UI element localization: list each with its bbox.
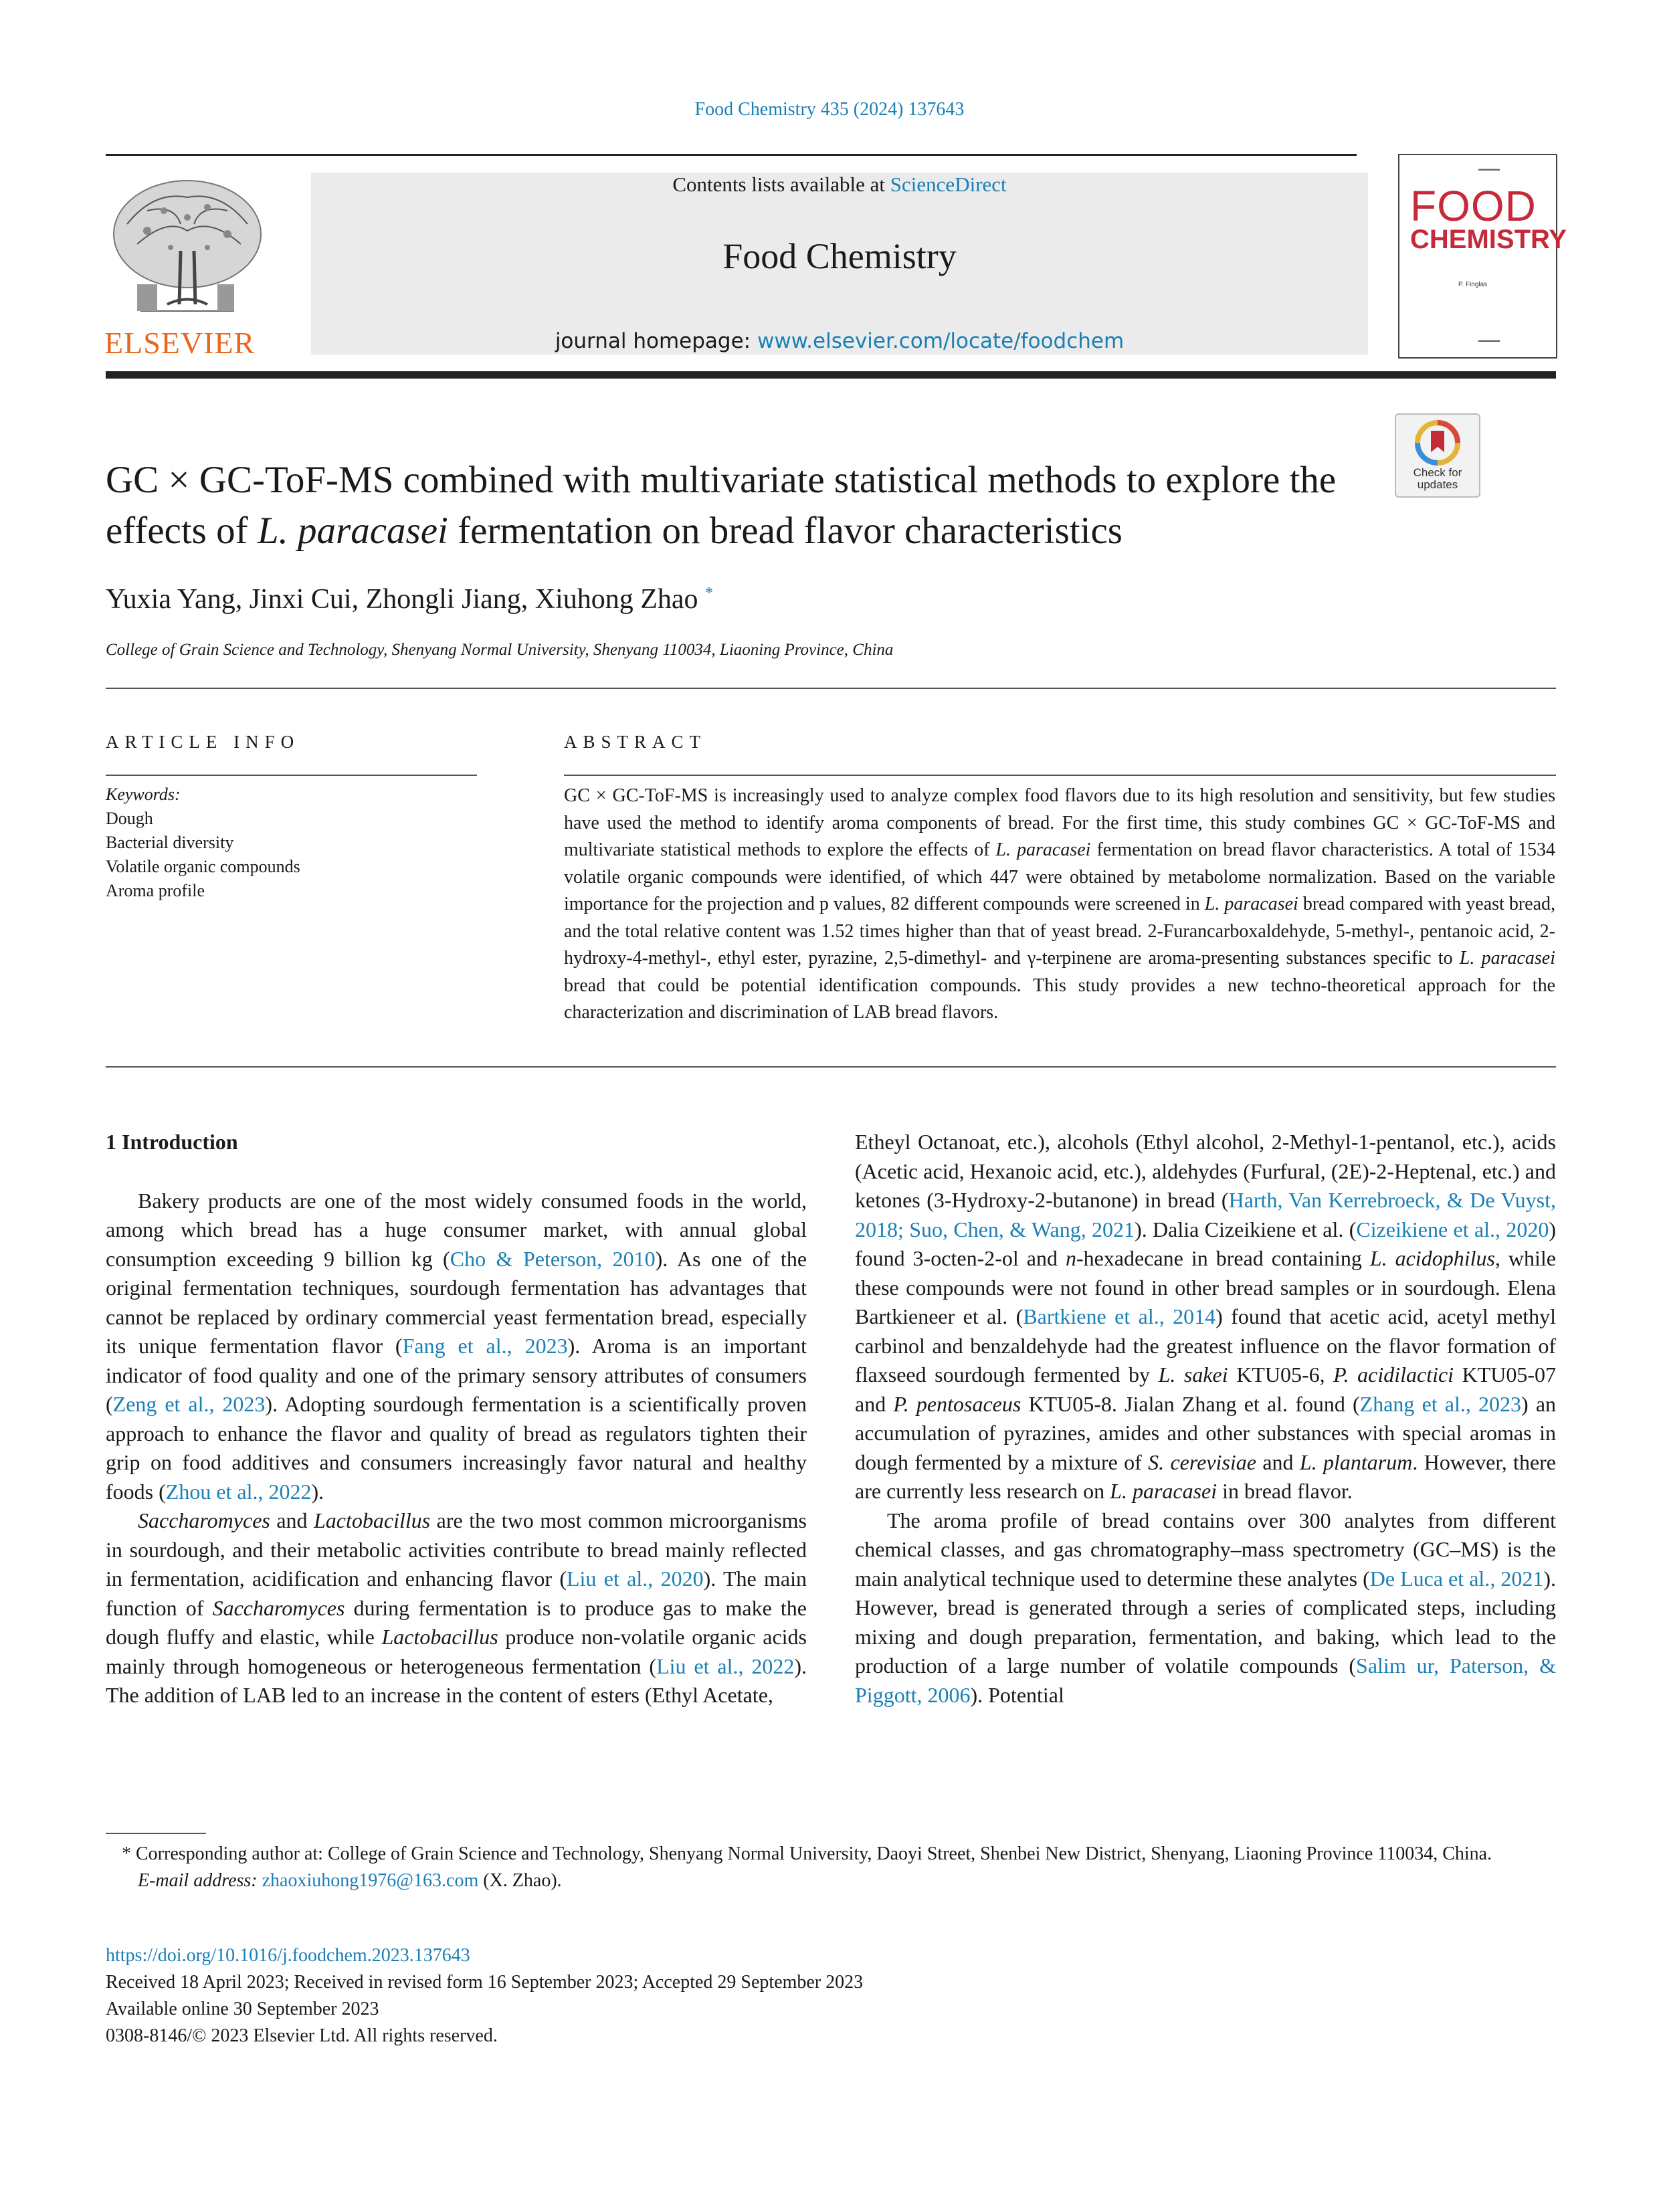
citation-link[interactable]: Fang et al., 2023	[402, 1334, 568, 1358]
keywords-label: Keywords:	[106, 785, 181, 804]
author-name[interactable]: Jinxi Cui	[249, 584, 352, 615]
citation-link[interactable]: Salim ur, Paterson, & Piggott, 2006	[855, 1653, 1557, 1707]
email-link[interactable]: zhaoxiuhong1976@163.com	[262, 1870, 479, 1891]
doi-link[interactable]: https://doi.org/10.1016/j.foodchem.2023.137643	[106, 1945, 470, 1966]
divider	[106, 775, 477, 776]
cover-footer-text: ▬▬▬▬	[1478, 337, 1500, 343]
divider	[564, 775, 1556, 776]
cover-issn-text: ▬▬▬▬	[1478, 166, 1500, 172]
citation-link[interactable]: Cizeikiene et al., 2020	[1356, 1217, 1549, 1241]
email-suffix: (X. Zhao).	[483, 1870, 562, 1891]
section-heading: 1 Introduction	[106, 1130, 238, 1154]
citation-link[interactable]: Zeng et al., 2023	[112, 1392, 266, 1416]
paragraph: The aroma profile of bread contains over 300 analytes from different chemical classes, and gas chromatography–mass spectrometry (GC–MS) is the main analytical technique used to determine these analytes (De Luca et al., 2021). However, bread is generated through a series of complicated steps, including mixing and dough preparation, fermentation, and baking, which lead to the production of a large number of volatile compounds (Salim ur, Paterson, & Piggott, 2006). Potential	[855, 1508, 1557, 1707]
body-column-right	[855, 1128, 1556, 1710]
header-rule-top	[106, 154, 1357, 156]
paragraph-continued: Etheyl Octanoat, etc.), alcohols (Ethyl alcohol, 2-Methyl-1-pentanol, etc.), acids (Acetic acid, Hexanoic acid, etc.), aldehydes (Furfural, (2E)-2-Heptenal, etc.) and ketones (3-Hydroxy-2-butanone) in bread (Harth, Van Kerrebroeck, & De Vuyst, 2018; Suo, Chen, & Wang, 2021). Dalia Cizeikiene et al. (Cizeikiene et al., 2020) found 3-octen-2-ol and n-hexadecane in bread containing L. acidophilus, while these compounds were not found in other bread samples or in sourdough. Elena Bartkieneer et al. (Bartkiene et al., 2014) found that acetic acid, acetyl methyl carbinol and benzaldehyde had the greatest influence on the flavor formation of flaxseed sourdough fermented by L. sakei KTU05-6, P. acidilactici KTU05-07 and P. pentosaceus KTU05-8. Jialan Zhang et al. found (Zhang et al., 2023) an accumulation of pyrazines, amides and other substances with special aromas in dough fermented by a mixture of S. cerevisiae and L. plantarum. However, there are currently less research on L. paracasei in bread flavor.	[855, 1130, 1557, 1503]
footnote-rule	[106, 1833, 206, 1834]
divider	[106, 688, 1556, 689]
received-dates: Received 18 April 2023; Received in revised form 16 September 2023; Accepted 29 September 2023	[106, 1972, 864, 1993]
homepage-line	[311, 329, 1368, 353]
keyword-item: Dough	[106, 809, 153, 828]
copyright: 0308-8146/© 2023 Elsevier Ltd. All rights reserved.	[106, 2025, 498, 2046]
homepage-link[interactable]: www.elsevier.com/locate/foodchem	[757, 329, 1125, 353]
citation-link[interactable]: Bartkiene et al., 2014	[1023, 1304, 1216, 1328]
citation-link[interactable]: Harth, Van Kerrebroeck, & De Vuyst, 2018; Suo, Chen, & Wang, 2021	[855, 1188, 1557, 1241]
author-name[interactable]: Xiuhong Zhao	[534, 584, 698, 615]
paragraph: Bakery products are one of the most widely consumed foods in the world, among which bread has a huge consumer market, with annual global consumption exceeding 9 billion kg (Cho & Peterson, 2010). As one of the original fermentation techniques, sourdough fermentation has advantages that cannot be replaced by ordinary commercial yeast fermentation bread, especially its unique fermentation flavor (Fang et al., 2023). Aroma is an important indicator of food quality and one of the primary sensory attributes of consumers (Zeng et al., 2023). Adopting sourdough fermentation is a scientifically proven approach to enhance the flavor and quality of bread as regulators tighten their grip on food additives and consumers increasingly favor natural and healthy foods (Zhou et al., 2022).	[106, 1188, 807, 1504]
check-for-updates-button[interactable]	[1395, 413, 1480, 498]
journal-title: Food Chemistry	[722, 236, 957, 276]
keyword-item: Aroma profile	[106, 881, 205, 900]
citation-link[interactable]: Zhou et al., 2022	[165, 1479, 312, 1504]
footnote-mark: *	[122, 1843, 131, 1864]
body-column-left	[106, 1128, 807, 1710]
paragraph: Saccharomyces and Lactobacillus are the two most common microorganisms in sourdough, and their metabolic activities contribute to bread mainly reflected in fermentation, acidification and enhancing flavor (Liu et al., 2020). The main function of Saccharomyces during fermentation is to produce gas to make the dough fluffy and elastic, while Lactobacillus produce non-volatile organic acids mainly through homogeneous or heterogeneous fermentation (Liu et al., 2022). The addition of LAB led to an increase in the content of esters (Ethyl Acetate,	[106, 1508, 807, 1707]
keyword-item: Volatile organic compounds	[106, 857, 300, 876]
bookmark-icon	[1396, 415, 1479, 468]
abstract-text: GC × GC-ToF-MS is increasingly used to analyze complex food flavors due to its high resolution and sensitivity, but few studies have used the method to identify aroma components of bread. For the first time, this study combines GC × GC-ToF-MS and multivariate statistical methods to explore the effects of L. paracasei fermentation on bread flavor characteristics. A total of 1534 volatile organic compounds were identified, of which 447 were obtained by metabolome normalization. Based on the variable importance for the projection and p values, 82 different compounds were screened in L. paracasei bread compared with yeast bread, and the total relative content was 1.52 times higher than that of yeast bread. 2-Furancarboxaldehyde, 5-methyl-, pentanoic acid, 2-hydroxy-4-methyl-, ethyl ester, pyrazine, 2,5-dimethyl- and γ-terpinene are aroma-presenting substances specific to L. paracasei bread that could be potential identification compounds. This study provides a new techno-theoretical approach for the characterization and discrimination of LAB bread flavors.	[564, 785, 1556, 1023]
cover-chemistry-title: CHEMISTRY	[1410, 225, 1567, 254]
corresponding-author-mark[interactable]: *	[705, 585, 714, 602]
article-info-heading: ARTICLE INFO	[106, 732, 300, 752]
citation-link[interactable]: Cho & Peterson, 2010	[450, 1246, 656, 1271]
abstract-heading: ABSTRACT	[564, 732, 707, 752]
header-rule-bottom	[106, 371, 1556, 379]
author-name[interactable]: Yuxia Yang	[106, 584, 235, 615]
sciencedirect-link[interactable]: ScienceDirect	[890, 173, 1007, 196]
homepage-prefix: journal homepage:	[555, 329, 751, 353]
elsevier-tree-icon	[100, 171, 274, 324]
affiliation: College of Grain Science and Technology, Shenyang Normal University, Shenyang 110034, Liaoning Province, China	[106, 641, 894, 659]
divider	[106, 1066, 1556, 1068]
keyword-item: Bacterial diversity	[106, 833, 234, 852]
contents-prefix: Contents lists available at	[672, 173, 886, 196]
email-label: E-mail address:	[138, 1870, 258, 1891]
contents-line	[311, 173, 1368, 197]
author-list: Yuxia Yang, Jinxi Cui, Zhongli Jiang, Xiuhong Zhao *	[106, 584, 714, 615]
keywords-block	[106, 783, 300, 903]
available-online: Available online 30 September 2023	[106, 1999, 379, 2019]
journal-reference-link[interactable]: Food Chemistry 435 (2024) 137643	[694, 99, 965, 120]
citation-link[interactable]: Liu et al., 2020	[566, 1567, 704, 1591]
corresponding-footnote	[106, 1841, 1556, 1894]
cover-food-title: FOOD	[1410, 182, 1537, 230]
cover-editor: P. Finglas	[1458, 281, 1488, 288]
citation-link[interactable]: Zhang et al., 2023	[1359, 1391, 1522, 1416]
elsevier-wordmark: ELSEVIER	[104, 326, 256, 360]
footnote-text: Corresponding author at: College of Grain Science and Technology, Shenyang Normal University, Daoyi Street, Shenbei New District, Shenyang, Liaoning Province 110034, China.	[136, 1843, 1492, 1864]
article-title: GC × GC-ToF-MS combined with multivariate statistical methods to explore the effects of L. paracasei fermentation on bread flavor characteristics	[106, 459, 1337, 552]
citation-link[interactable]: Liu et al., 2022	[656, 1653, 795, 1678]
check-for-updates-label: Check for updates	[1413, 466, 1462, 491]
author-name[interactable]: Zhongli Jiang	[365, 584, 521, 615]
citation-link[interactable]: De Luca et al., 2021	[1369, 1566, 1544, 1591]
publication-footer	[106, 1942, 863, 2049]
